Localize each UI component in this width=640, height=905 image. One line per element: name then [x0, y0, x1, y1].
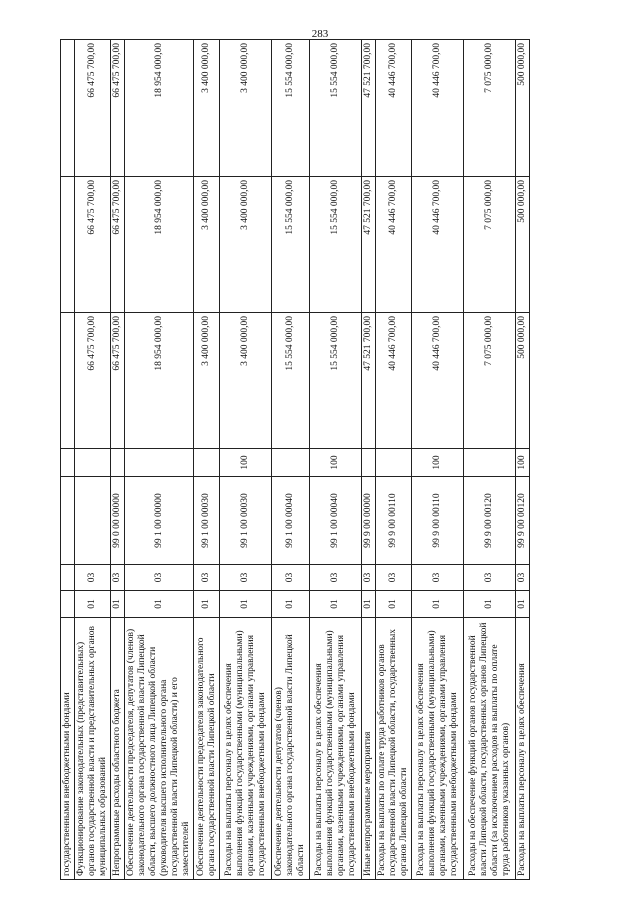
- amount-year3-cell: 3 400 000,00: [194, 40, 220, 177]
- item-name-cell: Иные непрограммные мероприятия: [362, 618, 376, 880]
- amount-year3-cell: 66 475 700,00: [111, 40, 125, 177]
- budget-table-body: [61, 40, 530, 880]
- section-code-cell: 01: [272, 591, 310, 618]
- target-article-cell: 99 9 00 00120: [464, 477, 516, 565]
- amount-year3-cell: 47 521 700,00: [362, 40, 376, 177]
- table-row: [310, 40, 362, 880]
- subsection-code-cell: 03: [464, 565, 516, 591]
- amount-year1-cell: 47 521 700,00: [362, 313, 376, 449]
- target-article-cell: [61, 477, 75, 565]
- item-name-cell: Расходы на выплаты персоналу в целях обеспечения: [516, 618, 530, 880]
- expense-type-cell: 100: [310, 449, 362, 477]
- expense-type-cell: [194, 449, 220, 477]
- expense-type-cell: 100: [220, 449, 272, 477]
- subsection-code-cell: 03: [362, 565, 376, 591]
- subsection-code-cell: 03: [376, 565, 412, 591]
- target-article-cell: 99 9 00 00110: [412, 477, 464, 565]
- amount-year2-cell: [61, 177, 75, 313]
- section-code-cell: 01: [464, 591, 516, 618]
- subsection-code-cell: 03: [75, 565, 111, 591]
- amount-year2-cell: 66 475 700,00: [75, 177, 111, 313]
- amount-year1-cell: 3 400 000,00: [220, 313, 272, 449]
- target-article-cell: 99 9 00 00000: [362, 477, 376, 565]
- amount-year2-cell: 18 954 000,00: [125, 177, 194, 313]
- table-row: [272, 40, 310, 880]
- expense-type-cell: 100: [412, 449, 464, 477]
- item-name-cell: Функционирование законодательных (представительных) органов государственной власти и представительных органов муниципальных образований: [75, 618, 111, 880]
- amount-year3-cell: 15 554 000,00: [272, 40, 310, 177]
- amount-year3-cell: 18 954 000,00: [125, 40, 194, 177]
- section-code-cell: 01: [75, 591, 111, 618]
- amount-year2-cell: 500 000,00: [516, 177, 530, 313]
- table-row: [376, 40, 412, 880]
- item-name-cell: государственными внебюджетными фондами: [61, 618, 75, 880]
- target-article-cell: 99 1 00 00030: [194, 477, 220, 565]
- amount-year2-cell: 40 446 700,00: [412, 177, 464, 313]
- expense-type-cell: [125, 449, 194, 477]
- amount-year2-cell: 66 475 700,00: [111, 177, 125, 313]
- table-row: [125, 40, 194, 880]
- amount-year3-cell: 40 446 700,00: [412, 40, 464, 177]
- expense-type-cell: [464, 449, 516, 477]
- subsection-code-cell: 03: [516, 565, 530, 591]
- table-row: [194, 40, 220, 880]
- amount-year3-cell: 3 400 000,00: [220, 40, 272, 177]
- section-code-cell: 01: [516, 591, 530, 618]
- target-article-cell: 99 9 00 00110: [376, 477, 412, 565]
- amount-year2-cell: 15 554 000,00: [310, 177, 362, 313]
- expense-type-cell: [362, 449, 376, 477]
- subsection-code-cell: 03: [412, 565, 464, 591]
- subsection-code-cell: 03: [310, 565, 362, 591]
- section-code-cell: 01: [194, 591, 220, 618]
- rotated-page-content: [60, 40, 600, 880]
- amount-year2-cell: 3 400 000,00: [220, 177, 272, 313]
- section-code-cell: 01: [220, 591, 272, 618]
- amount-year1-cell: 3 400 000,00: [194, 313, 220, 449]
- expense-type-cell: [376, 449, 412, 477]
- subsection-code-cell: 03: [111, 565, 125, 591]
- amount-year2-cell: 47 521 700,00: [362, 177, 376, 313]
- amount-year2-cell: 40 446 700,00: [376, 177, 412, 313]
- expense-type-cell: [75, 449, 111, 477]
- table-row: [75, 40, 111, 880]
- amount-year2-cell: 3 400 000,00: [194, 177, 220, 313]
- item-name-cell: Обеспечение деятельности председателя, депутатов (членов) законодательного органа государственной власти Липецкой области, высшего должностного лица Липецкой области (руководителя высшего исполнительного органа государственной власти Липецкой области) и его заместителей: [125, 618, 194, 880]
- page-number: 283: [311, 28, 329, 40]
- target-article-cell: 99 0 00 00000: [111, 477, 125, 565]
- subsection-code-cell: [61, 565, 75, 591]
- target-article-cell: [75, 477, 111, 565]
- target-article-cell: 99 9 00 00120: [516, 477, 530, 565]
- item-name-cell: Расходы на выплаты персоналу в целях обеспечения выполнения функций государственными (муниципальными) органами, казенными учреждениями, органами управления государственными внебюджетными фондами: [220, 618, 272, 880]
- budget-table: [60, 39, 530, 880]
- subsection-code-cell: 03: [194, 565, 220, 591]
- table-row: [220, 40, 272, 880]
- table-row: [412, 40, 464, 880]
- amount-year1-cell: 7 075 000,00: [464, 313, 516, 449]
- item-name-cell: Обеспечение деятельности депутатов (членов) законодательного органа государственной власти Липецкой области: [272, 618, 310, 880]
- amount-year1-cell: 15 554 000,00: [310, 313, 362, 449]
- section-code-cell: 01: [412, 591, 464, 618]
- target-article-cell: 99 1 00 00040: [310, 477, 362, 565]
- amount-year2-cell: 7 075 000,00: [464, 177, 516, 313]
- item-name-cell: Непрограммные расходы областного бюджета: [111, 618, 125, 880]
- target-article-cell: 99 1 00 00000: [125, 477, 194, 565]
- expense-type-cell: [61, 449, 75, 477]
- table-row: [516, 40, 530, 880]
- section-code-cell: 01: [111, 591, 125, 618]
- item-name-cell: Расходы на выплаты по оплате труда работников органов государственной власти Липецкой области, государственных органов Липецкой области: [376, 618, 412, 880]
- amount-year3-cell: 40 446 700,00: [376, 40, 412, 177]
- amount-year3-cell: [61, 40, 75, 177]
- expense-type-cell: 100: [516, 449, 530, 477]
- amount-year1-cell: 66 475 700,00: [111, 313, 125, 449]
- target-article-cell: 99 1 00 00040: [272, 477, 310, 565]
- amount-year1-cell: 40 446 700,00: [376, 313, 412, 449]
- amount-year3-cell: 500 000,00: [516, 40, 530, 177]
- section-code-cell: 01: [362, 591, 376, 618]
- amount-year1-cell: 18 954 000,00: [125, 313, 194, 449]
- amount-year1-cell: 500 000,00: [516, 313, 530, 449]
- table-row: [464, 40, 516, 880]
- amount-year1-cell: 15 554 000,00: [272, 313, 310, 449]
- amount-year3-cell: 15 554 000,00: [310, 40, 362, 177]
- section-code-cell: [61, 591, 75, 618]
- section-code-cell: 01: [376, 591, 412, 618]
- amount-year1-cell: 40 446 700,00: [412, 313, 464, 449]
- item-name-cell: Расходы на выплаты персоналу в целях обеспечения выполнения функций государственными (муниципальными) органами, казенными учреждениями, органами управления государственными внебюджетными фондами: [310, 618, 362, 880]
- item-name-cell: Расходы на обеспечение функций органов государственной власти Липецкой области, государственных органов Липецкой области (за исключением расходов на выплаты по оплате труда работников указанных органов): [464, 618, 516, 880]
- amount-year3-cell: 7 075 000,00: [464, 40, 516, 177]
- table-row: [61, 40, 75, 880]
- amount-year3-cell: 66 475 700,00: [75, 40, 111, 177]
- amount-year1-cell: 66 475 700,00: [75, 313, 111, 449]
- table-row: [362, 40, 376, 880]
- section-code-cell: 01: [310, 591, 362, 618]
- table-row: [111, 40, 125, 880]
- amount-year2-cell: 15 554 000,00: [272, 177, 310, 313]
- subsection-code-cell: 03: [272, 565, 310, 591]
- item-name-cell: Обеспечение деятельности председателя законодательного органа государственной власти Липецкой области: [194, 618, 220, 880]
- target-article-cell: 99 1 00 00030: [220, 477, 272, 565]
- amount-year1-cell: [61, 313, 75, 449]
- section-code-cell: 01: [125, 591, 194, 618]
- subsection-code-cell: 03: [125, 565, 194, 591]
- item-name-cell: Расходы на выплаты персоналу в целях обеспечения выполнения функций государственными (муниципальными) органами, казенными учреждениями, органами управления государственными внебюджетными фондами: [412, 618, 464, 880]
- subsection-code-cell: 03: [220, 565, 272, 591]
- expense-type-cell: [111, 449, 125, 477]
- expense-type-cell: [272, 449, 310, 477]
